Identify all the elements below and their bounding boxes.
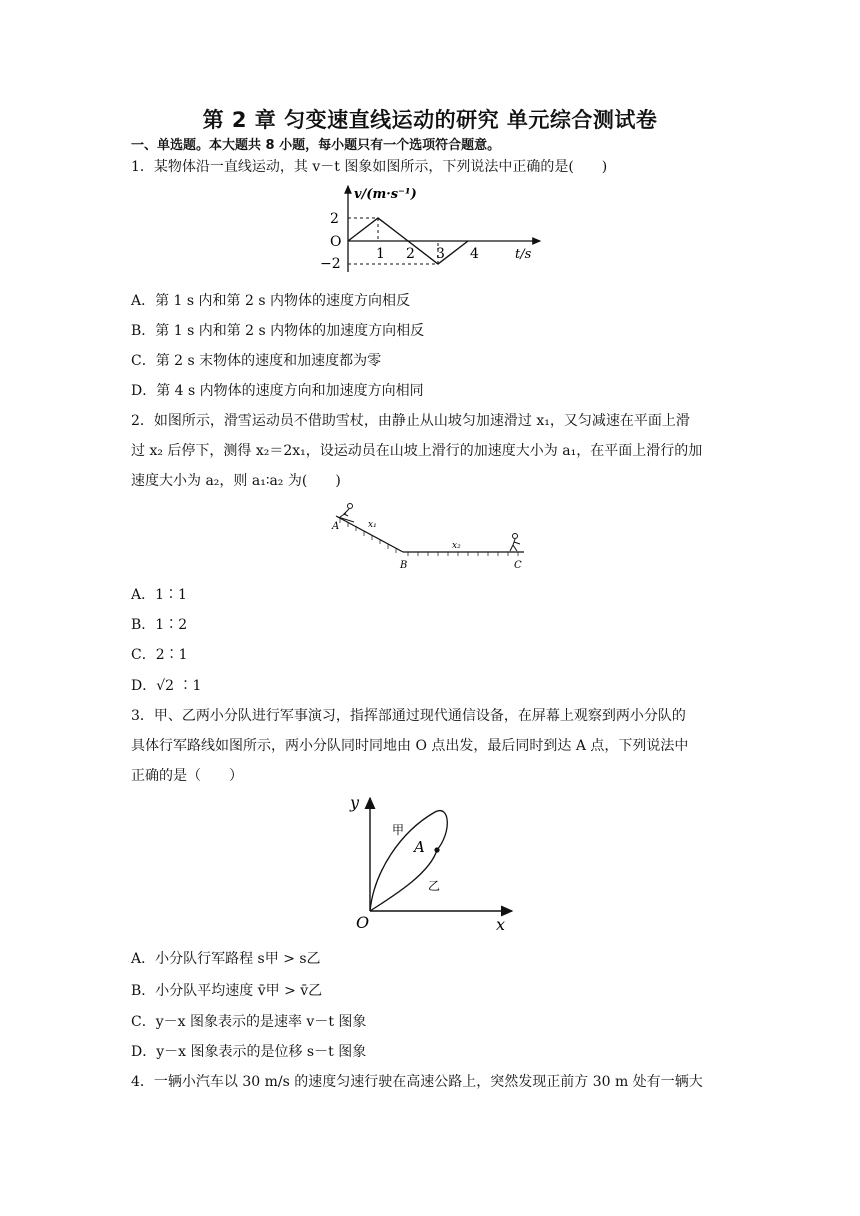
q2-skier-start-icon	[338, 504, 354, 523]
q1-stem: 1．某物体沿一直线运动，其 v－t 图象如图所示，下列说法中正确的是( )	[131, 159, 608, 175]
q1-y-tick-2: 2	[330, 211, 339, 227]
q3-route-jia	[370, 811, 447, 911]
q1-option-d: D．第 4 s 内物体的速度方向和加速度方向相同	[131, 383, 424, 399]
q1-option-a: A．第 1 s 内和第 2 s 内物体的速度方向相反	[131, 293, 410, 309]
q2-option-a: A．1∶1	[131, 587, 187, 603]
q4-stem: 4．一辆小汽车以 30 m/s 的速度匀速行驶在高速公路上，突然发现正前方 30 m 处有一辆大	[131, 1074, 703, 1090]
q3-label-jia: 甲	[392, 823, 405, 837]
q3-option-a: A．小分队行军路程 s甲 > s乙	[131, 951, 321, 967]
q1-y-tick-neg2: −2	[320, 256, 341, 272]
q2-stem-line-2: 过 x₂ 后停下，测得 x₂＝2x₁，设运动员在山坡上滑行的加速度大小为 a₁，在平面上滑行的加	[131, 443, 703, 459]
q1-x-tick-4: 4	[470, 246, 479, 262]
q3-label-o: O	[356, 913, 370, 932]
q1-vt-graph	[310, 180, 550, 280]
q1-origin-label: O	[330, 234, 342, 250]
q2-slope-figure	[328, 502, 528, 572]
section-heading: 一、单选题。本大题共 8 小题，每小题只有一个选项符合题意。	[131, 138, 501, 153]
q2-label-a: A	[332, 521, 340, 532]
q3-route-yi	[370, 850, 437, 911]
q3-label-a: A	[414, 838, 425, 856]
q3-label-yi: 乙	[428, 879, 441, 893]
q1-x-tick-3: 3	[436, 246, 445, 262]
q2-label-x2: x₂	[452, 541, 461, 551]
q3-label-y: y	[350, 793, 360, 812]
q3-stem-line-3: 正确的是（ ）	[131, 768, 243, 784]
q1-y-axis-label: v/(m·s⁻¹)	[354, 187, 417, 202]
q3-stem-line-2: 具体行军路线如图所示，两小分队同时同地由 O 点出发，最后同时到达 A 点，下列说法中	[131, 738, 689, 754]
q2-skier-end-icon	[507, 534, 524, 553]
q3-option-b: B．小分队平均速度 v̄甲 > v̄乙	[131, 983, 323, 999]
q2-option-b: B．1∶2	[131, 617, 188, 633]
q2-label-x1: x₁	[368, 520, 377, 530]
q2-stem-line-3: 速度大小为 a₂，则 a₁∶a₂ 为( )	[131, 473, 341, 489]
q2-label-c: C	[514, 560, 522, 571]
q2-option-d: D．√2 ∶1	[131, 678, 202, 694]
q3-option-c: C．y－x 图象表示的是速率 v－t 图象	[131, 1014, 367, 1030]
document-title: 第 2 章 匀变速直线运动的研究 单元综合测试卷	[202, 108, 658, 132]
q3-option-d: D．y－x 图象表示的是位移 s－t 图象	[131, 1044, 367, 1060]
q3-label-x: x	[496, 915, 506, 932]
q3-point-a	[434, 847, 439, 852]
q1-x-tick-1: 1	[376, 246, 385, 262]
q3-route-figure	[340, 792, 520, 932]
q3-stem-line-1: 3．甲、乙两小分队进行军事演习，指挥部通过现代通信设备，在屏幕上观察到两小分队的	[131, 708, 686, 724]
q2-option-c: C．2∶1	[131, 647, 188, 663]
q2-label-b: B	[400, 560, 408, 571]
q1-option-c: C．第 2 s 末物体的速度和加速度都为零	[131, 353, 382, 369]
q1-x-tick-2: 2	[406, 246, 415, 262]
q1-x-axis-label: t/s	[515, 247, 532, 262]
q2-stem-line-1: 2．如图所示，滑雪运动员不借助雪杖，由静止从山坡匀加速滑过 x₁，又匀减速在平面上滑	[131, 413, 690, 429]
q1-option-b: B．第 1 s 内和第 2 s 内物体的加速度方向相反	[131, 323, 425, 339]
